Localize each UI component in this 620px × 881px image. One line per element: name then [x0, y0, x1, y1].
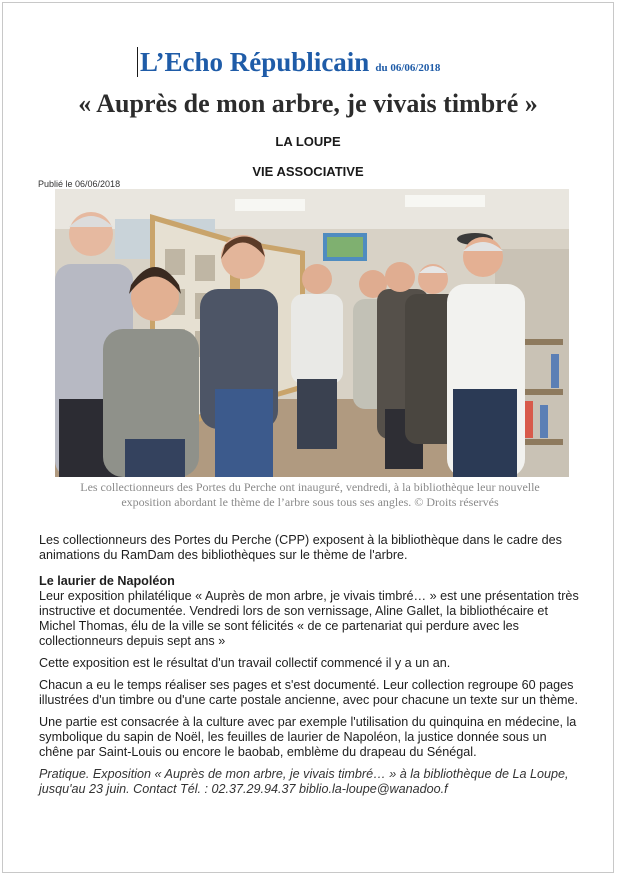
newspaper-date: du 06/06/2018	[375, 62, 441, 74]
paragraph-4: Une partie est consacrée à la culture avec par exemple l'utilisation du quinquina en médecine, la symbolique du sapin de Noël, les feuilles de laurier de Napoléon, la justice donnée sous un chêne par Saint-Louis ou encore le baobab, emblème du drapeau du Sénégal.	[39, 715, 577, 759]
photo-caption	[43, 480, 577, 510]
group-photo-illustration	[55, 189, 569, 477]
article-title: « Auprès de mon arbre, je vivais timbré »	[78, 89, 538, 118]
article-page	[2, 2, 614, 873]
paragraph-3: Chacun a eu le temps réaliser ses pages et s'est documenté. Leur collection regroupe 60 pages illustrées d'un timbre ou d'une carte postale ancienne, avec pour chacune un texte sur un thème.	[39, 678, 578, 707]
article-photo	[55, 189, 569, 477]
text-cursor	[137, 47, 138, 77]
article-subheading: Le laurier de Napoléon	[39, 574, 175, 588]
paragraph-1: Leur exposition philatélique « Auprès de mon arbre, je vivais timbré… » est une présentation très instructive et documentée. Vendredi lors de son vernissage, Aline Gallet, la bibliothécaire et Michel Thomas, élu de la ville se sont félicités « de ce partenariat qui perdure avec les collectionneurs depuis sept ans »	[39, 589, 579, 648]
practical-info: Pratique. Exposition « Auprès de mon arbre, je vivais timbré… » à la bibliothèque de La Loupe, jusqu'au 23 juin. Contact Tél. : 02.37.29.94.37 biblio.la-loupe@wanadoo.f	[39, 767, 569, 796]
article-body	[39, 533, 584, 804]
article-location: LA LOUPE	[275, 134, 341, 149]
intro-paragraph: Les collectionneurs des Portes du Perche (CPP) exposent à la bibliothèque dans le cadre des animations du RamDam des bibliothèques sur le thème de l'arbre.	[39, 533, 562, 562]
paragraph-2: Cette exposition est le résultat d'un travail collectif commencé il y a un an.	[39, 656, 451, 670]
photo-caption-line-2: exposition abordant le thème de l’arbre sous tous ses angles. © Droits réservés	[121, 495, 499, 509]
photo-caption-line-1: Les collectionneurs des Portes du Perche ont inauguré, vendredi, à la bibliothèque leur nouvelle	[80, 480, 540, 494]
masthead	[137, 47, 440, 78]
newspaper-name: L’Echo Républicain	[140, 47, 370, 77]
publication-date: Publié le 06/06/2018	[38, 179, 121, 189]
article-section: VIE ASSOCIATIVE	[252, 164, 364, 179]
